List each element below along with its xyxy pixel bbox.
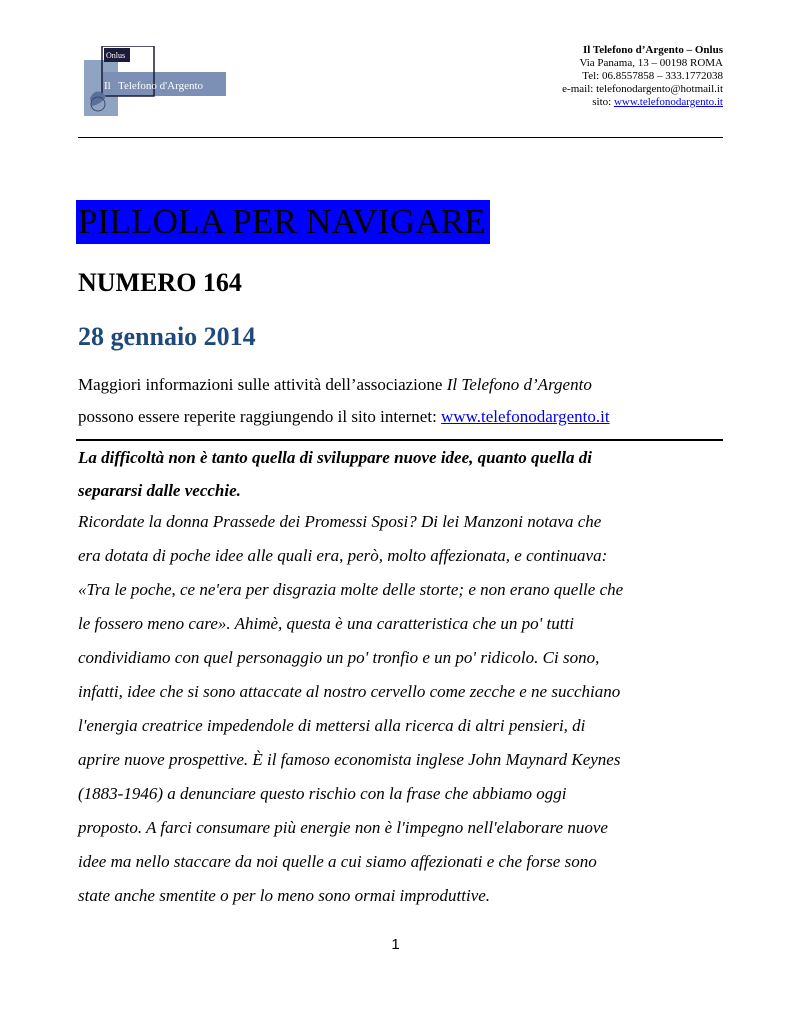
intro-site-link[interactable]: www.telefonodargento.it [441, 407, 610, 426]
quote-line: separarsi dalle vecchie. [78, 481, 241, 500]
intro-paragraph [78, 369, 728, 433]
intro-line-1-text: Maggiori informazioni sulle attività dell’associazione [78, 375, 447, 394]
org-address: Via Panama, 13 – 00198 ROMA [579, 57, 723, 69]
commentary-body [78, 505, 728, 913]
org-site-label: sito: [592, 96, 612, 108]
page-number: 1 [391, 936, 400, 953]
quote-block [78, 441, 718, 507]
letterhead-contacts [562, 44, 723, 109]
logo-name-text: Telefono d'Argento [118, 80, 204, 92]
body-line: state anche smentite o per lo meno sono ormai improduttive. [78, 886, 491, 905]
body-line: idee ma nello staccare da noi quelle a cui siamo affezionati e che forse sono [78, 852, 597, 871]
issue-number: NUMERO 164 [78, 268, 242, 297]
intro-line-2-text: possono essere reperite raggiungendo il sito internet: [78, 407, 442, 426]
intro-line-1 [78, 369, 728, 401]
telefono-argento-logo-graphic [82, 46, 232, 116]
org-site-row [562, 96, 723, 109]
association-name: Il Telefono d’Argento [446, 375, 592, 394]
body-line: condividiamo con quel personaggio un po' tronfio e un po' ridicolo. Ci sono, [78, 648, 600, 667]
header-divider [78, 137, 723, 138]
body-line: (1883-1946) a denunciare questo rischio con la frase che abbiamo oggi [78, 784, 567, 803]
body-line: infatti, idee che si sono attaccate al nostro cervello come zecche e ne succhiano [78, 682, 621, 701]
logo-prefix-text: Il [104, 80, 111, 92]
issue-date: 28 gennaio 2014 [78, 322, 256, 351]
org-phone: Tel: 06.8557858 – 333.1772038 [582, 70, 723, 82]
body-line: «Tra le poche, ce ne'era per disgrazia molte delle storte; e non erano quelle che [78, 580, 624, 599]
org-site-link[interactable]: www.telefonodargento.it [613, 96, 723, 108]
body-line: l'energia creatrice impedendole di mettersi alla ricerca di altri pensieri, di [78, 716, 586, 735]
logo-tag-text: Onlus [106, 51, 126, 60]
org-email: e-mail: telefonodargento@hotmail.it [562, 83, 723, 95]
body-line: aprire nuove prospettive. È il famoso economista inglese John Maynard Keynes [78, 750, 621, 769]
logo [82, 46, 232, 116]
quote-line: La difficoltà non è tanto quella di sviluppare nuove idee, quanto quella di [78, 448, 592, 467]
body-line: era dotata di poche idee alle quali era, però, molto affezionata, e continuava: [78, 546, 608, 565]
body-line: le fossero meno care». Ahimè, questa è una caratteristica che un po' tutti [78, 614, 574, 633]
intro-line-2 [78, 401, 728, 433]
page-title: PILLOLA PER NAVIGARE [76, 200, 490, 244]
body-line: proposto. A farci consumare più energie non è l'impegno nell'elaborare nuove [78, 818, 608, 837]
org-name: Il Telefono d’Argento – Onlus [583, 44, 723, 56]
body-line: Ricordate la donna Prassede dei Promessi Sposi? Di lei Manzoni notava che [78, 512, 602, 531]
